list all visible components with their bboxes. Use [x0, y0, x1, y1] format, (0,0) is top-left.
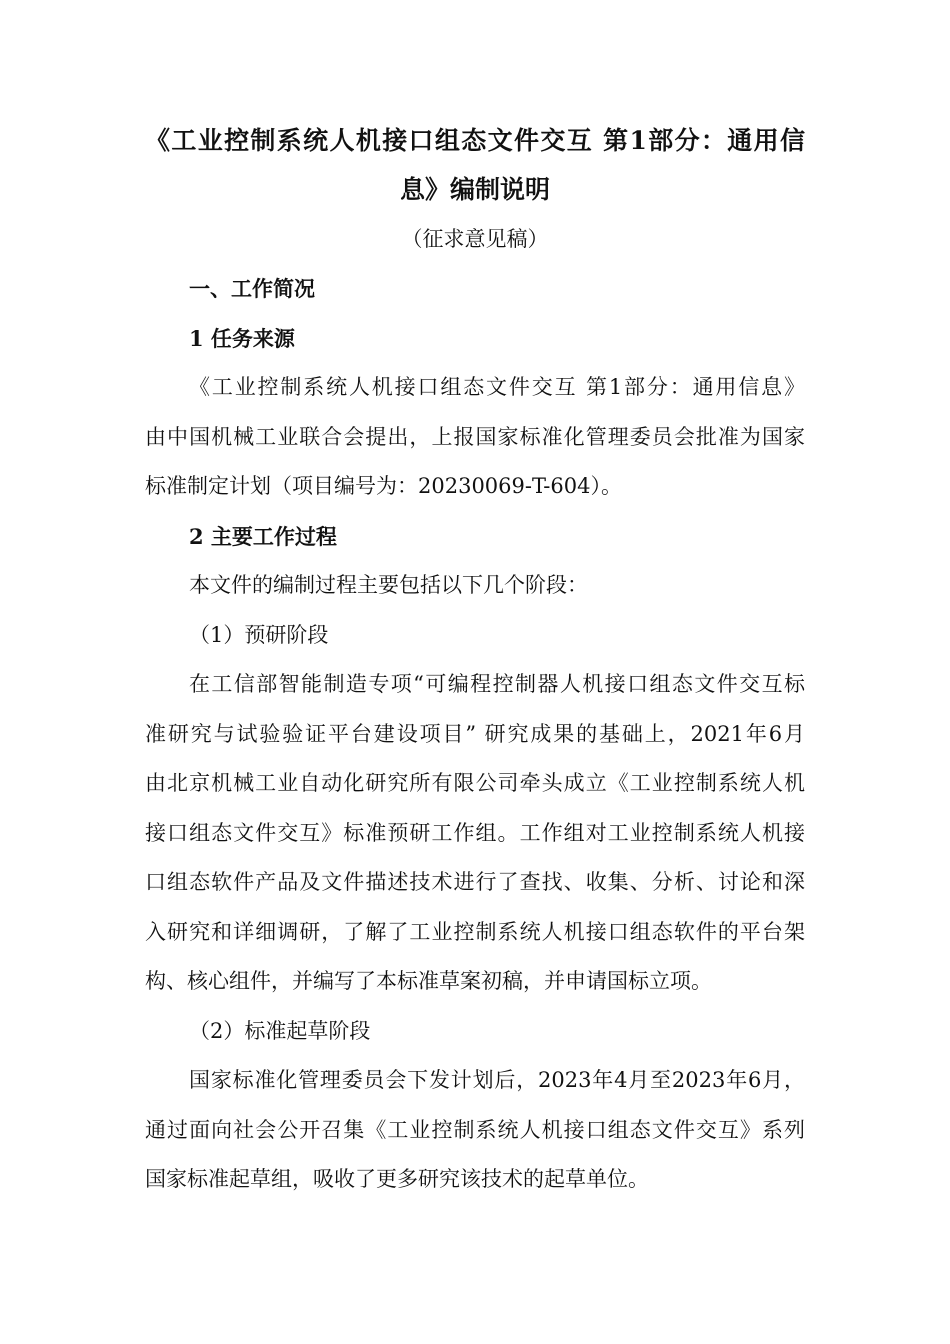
text-line: 由北京机械工业自动化研究所有限公司牵头成立《工业控制系统人机 — [145, 771, 805, 795]
stage-heading — [145, 1007, 805, 1057]
document-title — [145, 116, 805, 214]
paragraph-process-intro — [145, 561, 805, 611]
paragraph-task-source — [145, 363, 805, 512]
text-line: 国家标准化管理委员会下发计划后，2023年4月至2023年6月， — [189, 1068, 805, 1092]
paragraph-drafting-stage — [145, 1056, 805, 1205]
text-line: 由中国机械工业联合会提出，上报国家标准化管理委员会批准为国家 — [145, 424, 805, 449]
text-line: 在工信部智能制造专项“可编程控制器人机接口组态文件交互标 — [189, 672, 805, 696]
stage-heading — [145, 611, 805, 661]
text-line: （2）标准起草阶段 — [189, 1018, 371, 1043]
document-subtitle: （征求意见稿） — [401, 227, 549, 251]
document-page — [145, 116, 805, 1205]
text-line: 口组态软件产品及文件描述技术进行了查找、收集、分析、讨论和深 — [145, 870, 805, 894]
text-line: 标准制定计划（项目编号为：20230069-T-604）。 — [145, 474, 622, 498]
text-line: 《工业控制系统人机接口组态文件交互 第1部分：通用信息》 — [189, 375, 805, 399]
text-line: 构、核心组件，并编写了本标准草案初稿，并申请国标立项。 — [145, 969, 712, 993]
text-line: 通过面向社会公开召集《工业控制系统人机接口组态文件交互》系列 — [145, 1117, 805, 1142]
title-line: 息》编制说明 — [399, 175, 550, 204]
text-line: 入研究和详细调研，了解了工业控制系统人机接口组态软件的平台架 — [145, 919, 805, 944]
paragraph-research-stage — [145, 660, 805, 1007]
subsection-heading: 2 主要工作过程 — [189, 523, 337, 549]
text-line: （1）预研阶段 — [189, 622, 329, 647]
subsection-heading: 1 任务来源 — [189, 325, 295, 351]
text-line: 国家标准起草组，吸收了更多研究该技术的起草单位。 — [145, 1167, 649, 1191]
text-line: 接口组态文件交互》标准预研工作组。工作组对工业控制系统人机接 — [145, 820, 805, 845]
text-line: 本文件的编制过程主要包括以下几个阶段： — [189, 573, 588, 597]
section-heading: 一、工作简况 — [189, 276, 315, 301]
text-line: 准研究与试验验证平台建设项目” 研究成果的基础上，2021年6月 — [145, 721, 805, 746]
title-line: 《工业控制系统人机接口组态文件交互 第1部分：通用信 — [145, 126, 805, 155]
